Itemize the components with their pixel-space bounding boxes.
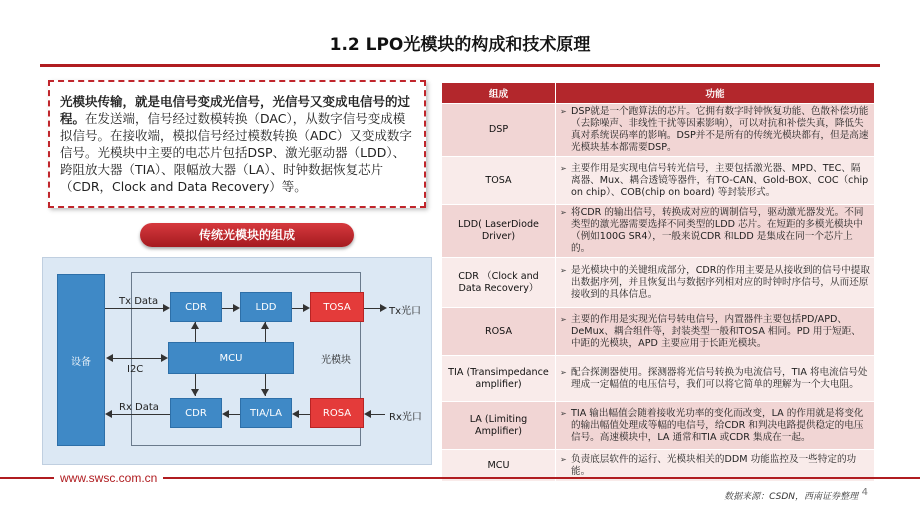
- tosa-block: TOSA: [310, 292, 364, 322]
- rx-line-3: [299, 414, 310, 415]
- component-name: LDD( LaserDiode Driver): [442, 205, 556, 258]
- component-name: TOSA: [442, 157, 556, 205]
- rx-arrow-3: [292, 410, 299, 418]
- table-header-row: [442, 83, 875, 104]
- mcu-block: MCU: [168, 342, 294, 374]
- module-label: 光模块: [321, 355, 351, 366]
- component-name: DSP: [442, 104, 556, 157]
- function-text: ➢ 主要的作用是实现光信号转电信号，内置器件主要包括PD/APD、DeMux、耦合组件等，封装类型一般和TOSA 相同。PD 用于短距、中距的光模块，APD 主要应用于长距光模块。: [560, 314, 870, 350]
- mcu-arrow-ldd: [261, 322, 269, 329]
- component-function: [556, 402, 875, 450]
- rx-arrow-1: [105, 410, 112, 418]
- table-row: [442, 104, 875, 157]
- mcu-arrow-tia: [261, 389, 269, 396]
- intro-body: 在发送端，信号经过数模转换（DAC），从数字信号变成模拟信号。在接收端，模拟信号经过模数转换（ADC）又变成数字信号。光模块中主要的电芯片包括DSP、激光驱动器（LDD）、跨阻放大器（TIA）、限幅放大器（LA）、时钟数据恢复芯片（CDR，Clock and Data Recovery）等。: [60, 111, 412, 194]
- table-row: [442, 258, 875, 308]
- table-row: [442, 157, 875, 205]
- component-function: [556, 205, 875, 258]
- col-header-component: 组成: [442, 83, 556, 104]
- rx-arrow-4: [364, 410, 371, 418]
- rx-arrow-2: [222, 410, 229, 418]
- function-text: ➢ 是光模块中的关键组成部分，CDR的作用主要是从接收到的信号中提取出数据序列，并且恢复出与数据序列相对应的时钟时序信号，从而还原接收到的具体信息。: [560, 265, 870, 301]
- function-text: ➢ 配合探测器使用。探测器将光信号转换为电流信号，TIA 将电流信号处理成一定幅值的电压信号，我们可以将它简单的理解为一个大电阻。: [560, 367, 870, 391]
- table-row: [442, 308, 875, 356]
- i2c-label: I2C: [127, 364, 144, 375]
- cdr-tx-block: CDR: [170, 292, 222, 322]
- i2c-line: [113, 358, 161, 359]
- device-block: [57, 274, 105, 446]
- tx-arrow-4: [380, 304, 387, 312]
- i2c-arrow-right: [161, 354, 168, 362]
- table-row: [442, 402, 875, 450]
- tx-arrow-2: [233, 304, 240, 312]
- tx-arrow-3: [303, 304, 310, 312]
- component-function: [556, 356, 875, 402]
- component-function: [556, 104, 875, 157]
- col-header-function: 功能: [556, 83, 875, 104]
- function-text: ➢ TIA 输出幅值会随着接收光功率的变化而改变，LA 的作用就是将变化的输出幅值处理成等幅的电信号，给CDR 和判决电路提供稳定的电压信号。高速模块中，LA 通常和TIA 或CDR 集成在一起。: [560, 408, 870, 444]
- table-row: [442, 356, 875, 402]
- ldd-block: LDD: [240, 292, 292, 322]
- mcu-arrow-cdr-rx: [191, 389, 199, 396]
- table-row: [442, 205, 875, 258]
- component-name: LA (Limiting Amplifier): [442, 402, 556, 450]
- module-diagram: [42, 257, 432, 465]
- function-text: ➢ 主要作用是实现电信号转光信号，主要包括激光器、MPD、TEC、隔离器、Mux、耦合透镜等器件，有TO-CAN、Gold-BOX、COC（chip on chip）、COB(chip on board) 等封装形式。: [560, 163, 870, 199]
- tx-arrow-1: [163, 304, 170, 312]
- component-function: [556, 308, 875, 356]
- mcu-arrow-cdr: [191, 322, 199, 329]
- component-table: [441, 82, 875, 482]
- diagram-caption: 传统光模块的组成: [140, 223, 354, 247]
- cdr-rx-block: CDR: [170, 398, 222, 428]
- rx-port-label: Rx光口: [389, 412, 422, 423]
- intro-box: [48, 80, 426, 208]
- component-name: MCU: [442, 450, 556, 482]
- component-function: [556, 258, 875, 308]
- i2c-arrow-left: [106, 354, 113, 362]
- tx-port-label: Tx光口: [389, 306, 422, 317]
- component-function: [556, 157, 875, 205]
- footer-url[interactable]: www.swsc.com.cn: [54, 471, 163, 485]
- function-text: ➢ 负责底层软件的运行、光模块相关的DDM 功能监控及一些特定的功能。: [560, 454, 870, 478]
- tx-line-1: [105, 308, 165, 309]
- component-name: CDR （Clock and Data Recovery）: [442, 258, 556, 308]
- page-title: 1.2 LPO光模块的构成和技术原理: [329, 35, 591, 55]
- page-number: 4: [861, 487, 868, 498]
- device-label: 设备: [71, 357, 91, 368]
- rx-line-2: [229, 414, 240, 415]
- title-divider: [40, 64, 880, 67]
- rx-data-label: Rx Data: [119, 402, 159, 413]
- function-text: ➢ 将CDR 的输出信号，转换成对应的调制信号，驱动激光器发光。不同类型的激光器需要选择不同类型的LDD 芯片。在短距的多模光模块中（例如100G SR4），一般来说CDR 和LDD 是集成在同一个芯片上的。: [560, 207, 870, 255]
- tx-data-label: Tx Data: [119, 296, 159, 307]
- rx-line-4: [371, 414, 385, 415]
- intro-lead: 光模块传输，就是电信号变成光信号，光信号又变成电信号的过程。: [60, 94, 411, 126]
- component-name: TIA (Transimpedance amplifier): [442, 356, 556, 402]
- rx-line-1: [112, 414, 170, 415]
- tia-la-block: TIA/LA: [240, 398, 292, 428]
- rosa-block: ROSA: [310, 398, 364, 428]
- function-text: ➢ DSP就是一个跑算法的芯片。它拥有数字时钟恢复功能、色散补偿功能（去除噪声、非线性干扰等因素影响），可以对抗和补偿失真，降低失真对系统误码率的影响。DSP并不是所有的传统光模块都有，但是高速光模块基本都需要DSP。: [560, 106, 870, 154]
- component-name: ROSA: [442, 308, 556, 356]
- footer-source: 数据来源：CSDN，西南证券整理: [724, 492, 858, 502]
